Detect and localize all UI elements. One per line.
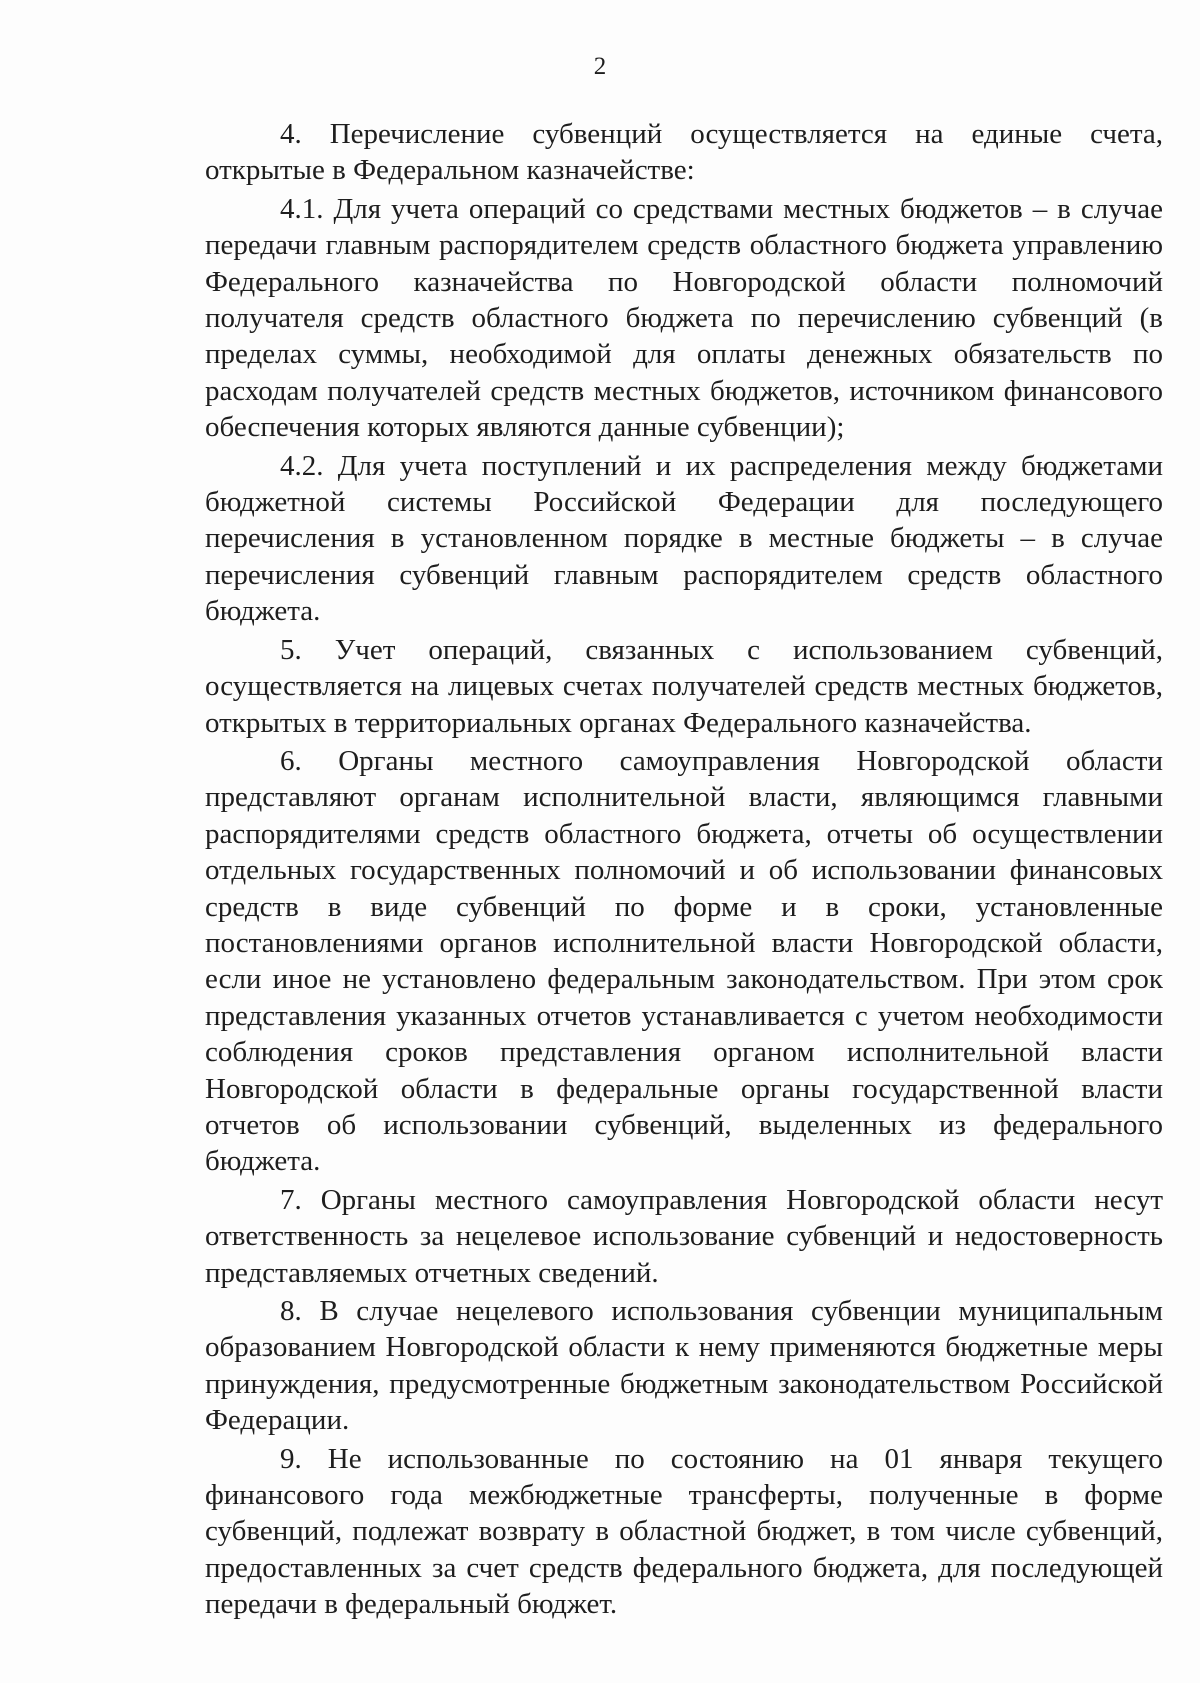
paragraph-9: 9. Не использованные по состоянию на 01 января текущего финансового года межбюджетные трансферты, полученные в форме субвенций, подлежат возврату в областной бюджет, в том числе субвенций, предоставленных за счет средств федерального бюджета, для последующей передачи в федеральный бюджет. [205,1442,1163,1621]
paragraph-4: 4. Перечисление субвенций осуществляется на единые счета, открытые в Федеральном казначействе: [205,118,1163,187]
paragraph-6: 6. Органы местного самоуправления Новгородской области представляют органам исполнительной власти, являющимся главными распорядителями средств областного бюджета, отчеты об осуществлении отдельных государственных полномочий и об использовании финансовых средств в виде субвенций по форме и в сроки, установленные постановлениями органов исполнительной власти Новгородской области, если иное не установлено федеральным законодательством. При этом срок представления указанных отчетов устанавливается с учетом необходимости соблюдения сроков представления органом исполнительной власти Новгородской области в федеральные органы государственной власти отчетов об использовании субвенций, выделенных из федерального бюджета. [205,744,1163,1178]
paragraph-5: 5. Учет операций, связанных с использованием субвенций, осуществляется на лицевых счетах получателей средств местных бюджетов, открытых в территориальных органах Федерального казначейства. [205,633,1163,739]
paragraph-7: 7. Органы местного самоуправления Новгородской области несут ответственность за нецелевое использование субвенций и недостоверность представляемых отчетных сведений. [205,1183,1163,1289]
page-number: 2 [593,53,607,80]
paragraph-4-1: 4.1. Для учета операций со средствами местных бюджетов – в случае передачи главным распорядителем средств областного бюджета управлению Федерального казначейства по Новгородской области полномочий получателя средств областного бюджета по перечислению субвенций (в пределах суммы, необходимой для оплаты денежных обязательств по расходам получателей средств местных бюджетов, источником финансового обеспечения которых являются данные субвенции); [205,192,1163,444]
document-body [205,116,1163,1625]
paragraph-4-2: 4.2. Для учета поступлений и их распределения между бюджетами бюджетной системы Российской Федерации для последующего перечисления в установленном порядке в местные бюджеты – в случае перечисления субвенций главным распорядителем средств областного бюджета. [205,449,1163,628]
paragraph-8: 8. В случае нецелевого использования субвенции муниципальным образованием Новгородской области к нему применяются бюджетные меры принуждения, предусмотренные бюджетным законодательством Российской Федерации. [205,1295,1163,1437]
